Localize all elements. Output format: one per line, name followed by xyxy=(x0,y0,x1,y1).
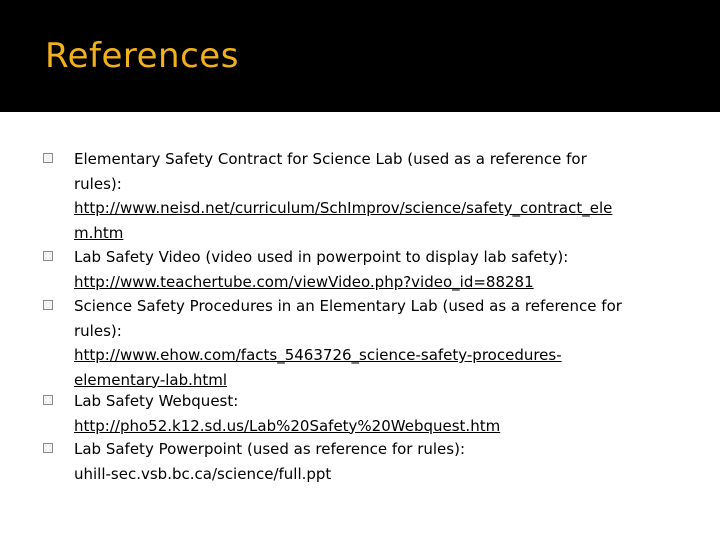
reference-text: Elementary Safety Contract for Science Lab (used as a reference for xyxy=(74,150,587,168)
reference-text: Lab Safety Webquest: xyxy=(74,392,239,410)
reference-text: rules): xyxy=(74,321,122,340)
bullet-icon xyxy=(43,443,53,453)
reference-link[interactable]: elementary-lab.html xyxy=(74,370,228,389)
reference-link[interactable]: m.htm xyxy=(74,223,124,242)
reference-item xyxy=(74,437,694,486)
reference-item xyxy=(74,147,694,245)
reference-link[interactable]: http://www.teachertube.com/viewVideo.php?video_id=88281 xyxy=(74,272,534,291)
reference-item xyxy=(74,294,694,392)
bullet-icon xyxy=(43,153,53,163)
reference-text: Lab Safety Powerpoint (used as reference for rules): xyxy=(74,440,466,458)
reference-link[interactable]: http://www.neisd.net/curriculum/SchImprov/science/safety_contract_ele xyxy=(74,199,613,217)
reference-link[interactable]: http://www.ehow.com/facts_5463726_science-safety-procedures- xyxy=(74,346,562,364)
reference-text: Lab Safety Video (video used in powerpoint to display lab safety): xyxy=(74,248,569,266)
reference-text: rules): xyxy=(74,174,122,193)
reference-link[interactable]: http://pho52.k12.sd.us/Lab%20Safety%20Webquest.htm xyxy=(74,416,501,435)
reference-text: uhill-sec.vsb.bc.ca/science/full.ppt xyxy=(74,464,332,483)
reference-item xyxy=(74,389,694,438)
bullet-icon xyxy=(43,251,53,261)
slide-title: References xyxy=(45,36,239,76)
reference-item xyxy=(74,245,694,294)
title-bar xyxy=(0,0,720,112)
reference-text: Science Safety Procedures in an Elementary Lab (used as a reference for xyxy=(74,297,622,315)
bullet-icon xyxy=(43,395,53,405)
bullet-icon xyxy=(43,300,53,310)
